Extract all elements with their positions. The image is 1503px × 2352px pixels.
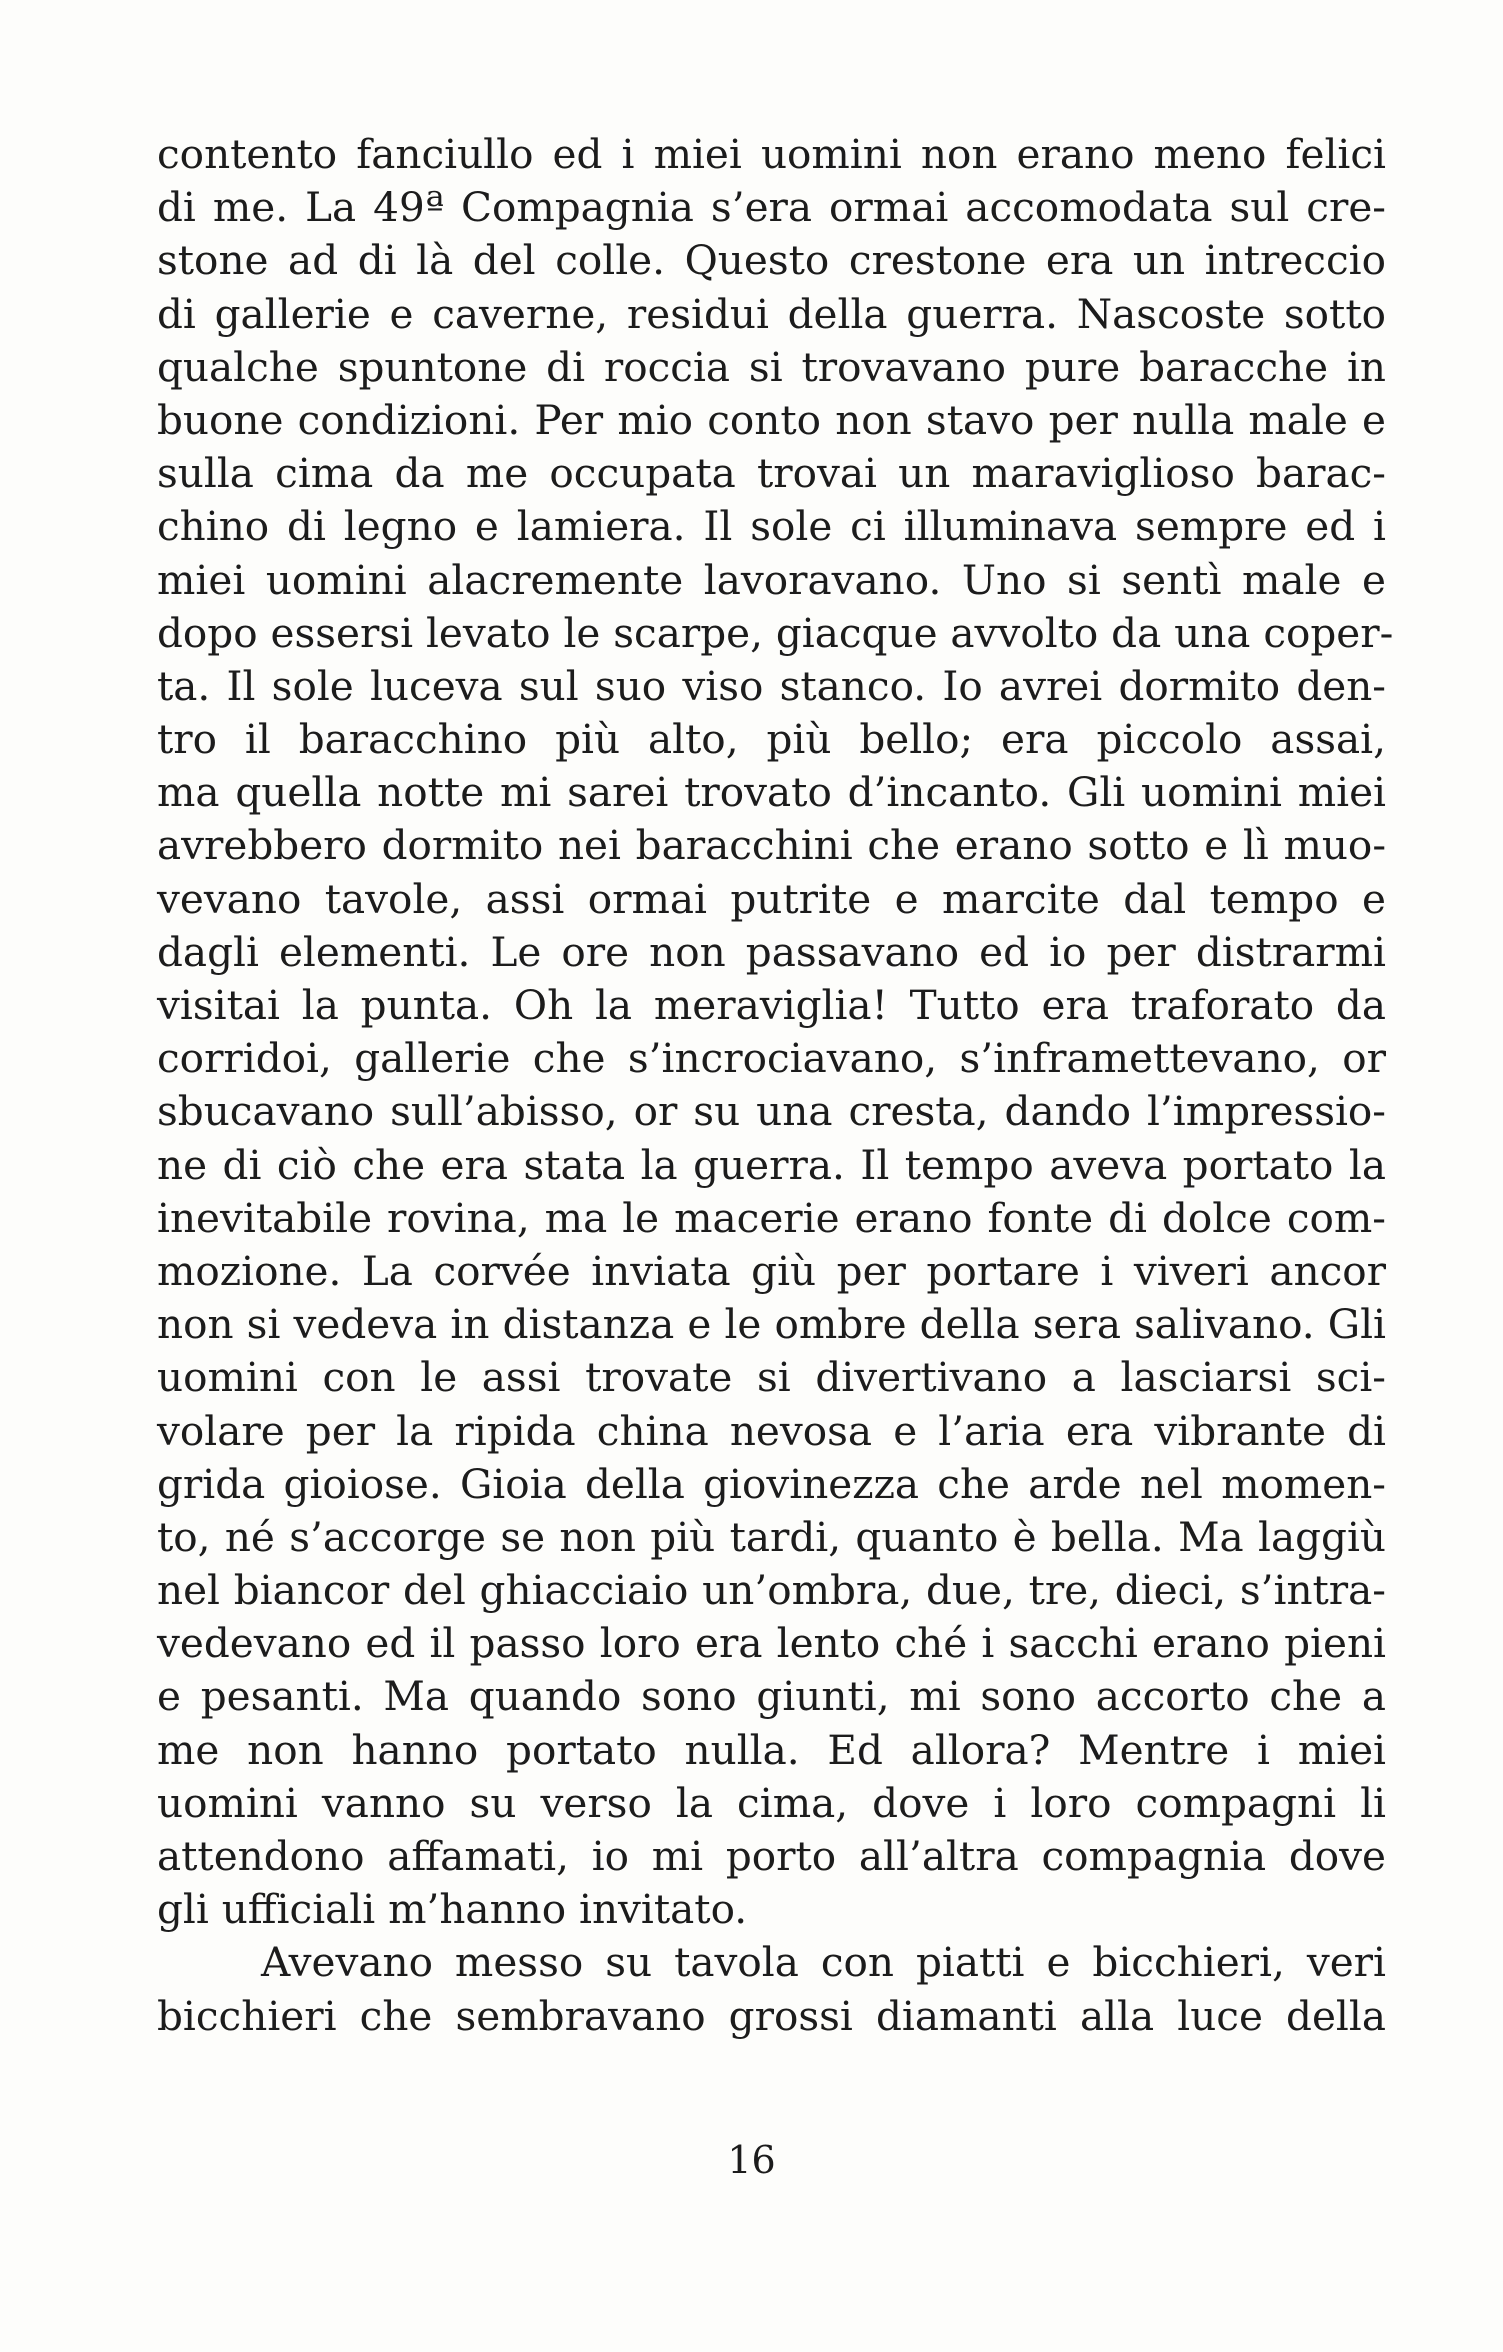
text-line-paragraph-start: Avevano messo su tavola con piatti e bicchieri, veri [261,1938,1386,1987]
text-line: inevitabile rovina, ma le macerie erano fonte di dolce com- [157,1193,1386,1242]
text-line: ne di ciò che era stata la guerra. Il tempo aveva portato la [157,1140,1386,1189]
text-line: grida gioiose. Gioia della giovinezza che arde nel momen- [157,1459,1386,1508]
text-line: dopo essersi levato le scarpe, giacque avvolto da una coper- [157,608,1394,657]
text-line: bicchieri che sembravano grossi diamanti alla luce della [157,1991,1386,2040]
text-line: ma quella notte mi sarei trovato d’incanto. Gli uomini miei [157,768,1386,817]
text-line: sulla cima da me occupata trovai un maraviglioso barac- [157,449,1386,498]
text-line: contento fanciullo ed i miei uomini non erano meno felici [157,130,1386,178]
text-line: avrebbero dormito nei baracchini che erano sotto e lì muo- [157,821,1386,870]
text-line: visitai la punta. Oh la meraviglia! Tutto era traforato da [157,981,1386,1029]
text-line: vedevano ed il passo loro era lento ché i sacchi erano pieni [157,1619,1386,1668]
text-line: chino di legno e lamiera. Il sole ci illuminava sempre ed i [157,502,1386,551]
text-line: to, né s’accorge se non più tardi, quanto è bella. Ma laggiù [157,1512,1386,1561]
text-line: vevano tavole, assi ormai putrite e marcite dal tempo e [157,874,1386,923]
text-line: volare per la ripida china nevosa e l’aria era vibrante di [157,1406,1386,1455]
text-line: miei uomini alacremente lavoravano. Uno si sentì male e [157,555,1386,604]
text-line: buone condizioni. Per mio conto non stavo per nulla male e [157,395,1386,444]
text-line: sbucavano sull’abisso, or su una cresta, dando l’impressio- [157,1087,1386,1136]
text-line: attendono affamati, io mi porto all’altra compagnia dove [157,1832,1386,1880]
text-line: qualche spuntone di roccia si trovavano pure baracche in [157,342,1386,391]
text-line: non si vedeva in distanza e le ombre della sera salivano. Gli [157,1300,1386,1349]
text-line: stone ad di là del colle. Questo crestone era un intreccio [157,236,1386,285]
text-line: di gallerie e caverne, residui della guerra. Nascoste sotto [157,289,1386,338]
text-line: ta. Il sole luceva sul suo viso stanco. Io avrei dormito den- [157,661,1386,710]
text-line: e pesanti. Ma quando sono giunti, mi sono accorto che a [157,1672,1386,1721]
page-number: 16 [727,2138,776,2182]
text-line: nel biancor del ghiacciaio un’ombra, due, tre, dieci, s’intra- [157,1566,1386,1615]
text-line: mozione. La corvée inviata giù per portare i viveri ancor [157,1246,1386,1295]
text-line: tro il baracchino più alto, più bello; era piccolo assai, [157,715,1386,764]
text-line: uomini con le assi trovate si divertivano a lasciarsi sci- [157,1353,1386,1402]
text-line: me non hanno portato nulla. Ed allora? Mentre i miei [157,1725,1386,1774]
text-line: uomini vanno su verso la cima, dove i loro compagni li [157,1778,1386,1827]
body-text [157,128,1394,2043]
text-line-paragraph-end: gli ufficiali m’hanno invitato. [157,1885,748,1934]
text-line: di me. La 49ª Compagnia s’era ormai accomodata sul cre- [157,183,1386,232]
text-line: corridoi, gallerie che s’incrociavano, s’inframettevano, or [157,1034,1386,1083]
text-line: dagli elementi. Le ore non passavano ed io per distrarmi [157,927,1386,976]
